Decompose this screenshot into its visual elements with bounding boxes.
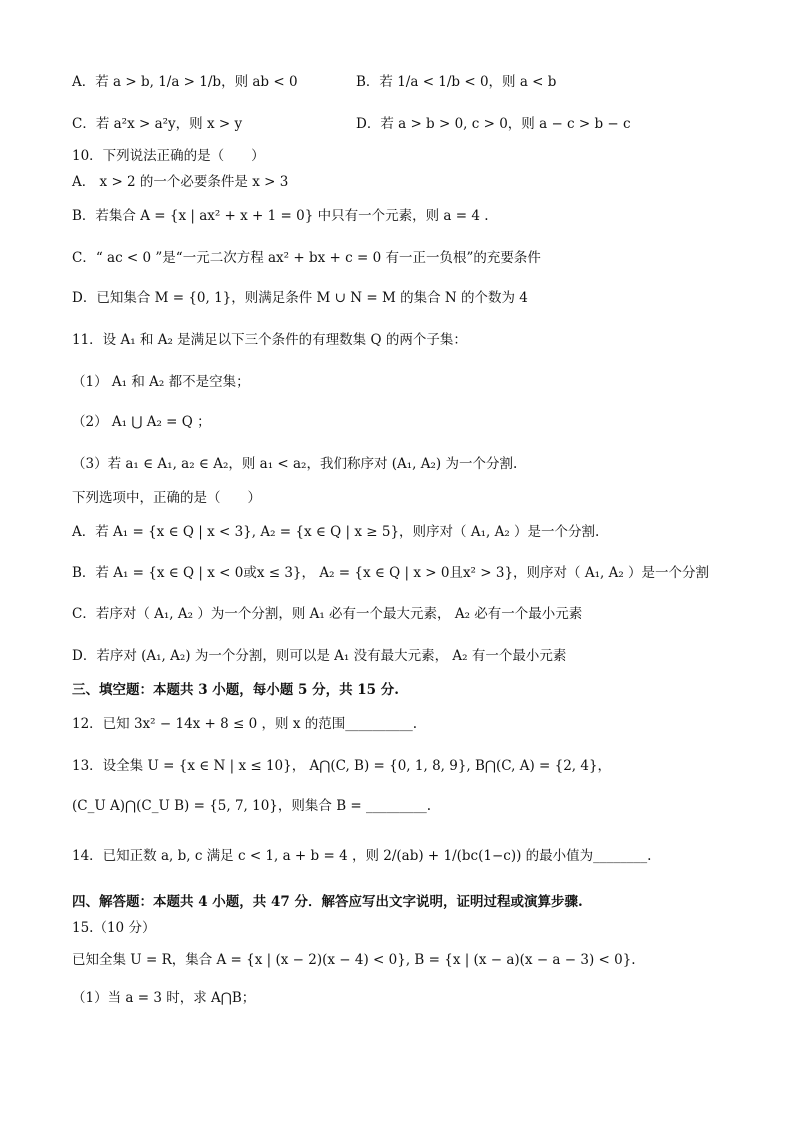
q11-stem: 11．设 A₁ 和 A₂ 是满足以下三个条件的有理数集 Q 的两个子集： xyxy=(72,332,467,348)
q10-option-a: A． x > 2 的一个必要条件是 x > 3 xyxy=(72,174,289,190)
q9-option-c: C．若 a²x > a²y，则 x > y xyxy=(72,116,243,132)
q11-option-a: A．若 A₁ = {x ∈ Q | x < 3}, A₂ = {x ∈ Q | x ≥ 5}，则序对（ A₁, A₂ ）是一个分割. xyxy=(72,524,600,540)
q11-condition-2: （2） A₁ ⋃ A₂ = Q ； xyxy=(72,414,211,430)
q9-option-d: D．若 a > b > 0, c > 0，则 a − c > b − c xyxy=(356,116,631,132)
q10-option-b: B．若集合 A = {x | ax² + x + 1 = 0} 中只有一个元素，则 a = 4 . xyxy=(72,208,489,224)
section-4-heading: 四、解答题：本题共 4 小题，共 47 分．解答应写出文字说明，证明过程或演算步骤. xyxy=(72,894,583,910)
q9-option-b: B．若 1/a < 1/b < 0，则 a < b xyxy=(356,74,557,90)
q10-stem: 10．下列说法正确的是（ ） xyxy=(72,148,265,164)
q11-option-d: D．若序对 (A₁, A₂) 为一个分割，则可以是 A₁ 没有最大元素， A₂ 有一个最小元素 xyxy=(72,648,567,664)
q13-line-1: 13．设全集 U = {x ∈ N | x ≤ 10}， A⋂(C, B) = {0, 1, 8, 9}, B⋂(C, A) = {2, 4}， xyxy=(72,758,612,774)
q9-option-a: A．若 a > b, 1/a > 1/b，则 ab < 0 xyxy=(72,74,298,90)
q13-line-2: (C_U A)⋂(C_U B) = {5, 7, 10}，则集合 B = _________. xyxy=(72,798,432,814)
q10-option-d: D．已知集合 M = {0, 1}，则满足条件 M ∪ N = M 的集合 N 的个数为 4 xyxy=(72,290,528,306)
q11-ask: 下列选项中，正确的是（ ） xyxy=(72,490,261,506)
q11-option-b: B．若 A₁ = {x ∈ Q | x < 0或x ≤ 3}， A₂ = {x ∈ Q | x > 0且x² > 3}，则序对（ A₁, A₂ ）是一个分割 xyxy=(72,565,710,581)
q15-stem: 已知全集 U = R，集合 A = {x | (x − 2)(x − 4) < 0}, B = {x | (x − a)(x − a − 3) < 0}. xyxy=(72,952,636,968)
q10-option-c: C．“ ac < 0 ”是“一元二次方程 ax² + bx + c = 0 有一正一负根”的充要条件 xyxy=(72,250,541,266)
q11-option-c: C．若序对（ A₁, A₂ ）为一个分割，则 A₁ 必有一个最大元素， A₂ 必有一个最小元素 xyxy=(72,606,583,622)
q11-condition-1: （1） A₁ 和 A₂ 都不是空集； xyxy=(72,374,250,390)
q12: 12．已知 3x² − 14x + 8 ≤ 0 ，则 x 的范围__________. xyxy=(72,716,418,732)
q15-label: 15.（10 分） xyxy=(72,920,156,936)
section-3-heading: 三、填空题：本题共 3 小题，每小题 5 分，共 15 分. xyxy=(72,682,399,698)
q14: 14．已知正数 a, b, c 满足 c < 1, a + b = 4 ，则 2/(ab) + 1/(bc(1−c)) 的最小值为________. xyxy=(72,848,652,864)
q11-condition-3: （3）若 a₁ ∈ A₁, a₂ ∈ A₂，则 a₁ < a₂，我们称序对 (A₁, A₂) 为一个分割. xyxy=(72,456,518,472)
q15-part-1: （1）当 a = 3 时，求 A⋂B； xyxy=(72,990,256,1006)
